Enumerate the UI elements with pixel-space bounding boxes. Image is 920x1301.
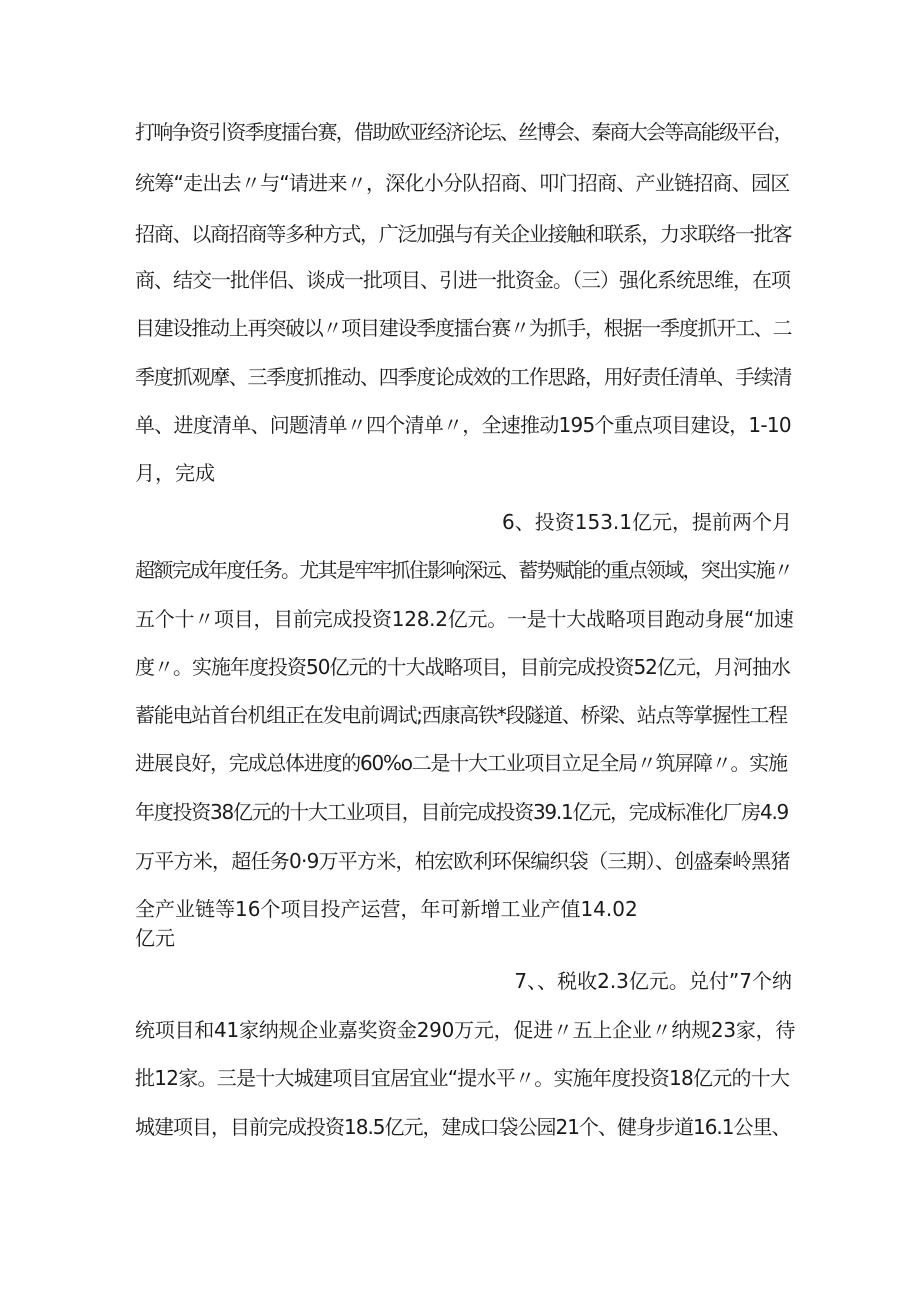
text-line: 商、结交一批伴侣、谈成一批项目、引进一批资金。（三）强化系统思维，在项 bbox=[135, 268, 790, 292]
text-line: 统项目和41家纳规企业嘉奖资金290万元，促进〃五上企业〃纳规23家，待 bbox=[135, 1018, 796, 1042]
text-line: 打响争资引资季度擂台赛，借助欧亚经济论坛、丝博会、秦商大会等高能级平台， bbox=[135, 120, 792, 144]
text-line: 亿元 bbox=[135, 926, 175, 950]
text-line-indented: 6、投资153.1亿元，提前两个月 bbox=[502, 510, 792, 534]
text-line: 年度投资38亿元的十大工业项目，目前完成投资39.1亿元，完成标准化厂房4.9 bbox=[135, 800, 789, 824]
text-line: 目建设推动上再突破以〃项目建设季度擂台赛〃为抓手，根据一季度抓开工、二 bbox=[135, 316, 792, 340]
text-line: 进展良好，完成总体进度的60%o二是十大工业项目立足全局〃筑屏障〃。实施 bbox=[135, 751, 787, 775]
text-line: 批12家。三是十大城建项目宜居宜业“提水平〃。实施年度投资18亿元的十大 bbox=[135, 1066, 790, 1090]
text-line: 城建项目，目前完成投资18.5亿元，建成口袋公园21个、健身步道16.1公里、 bbox=[135, 1115, 791, 1139]
text-line: 月，完成 bbox=[135, 461, 215, 485]
text-line: 单、进度清单、问题清单〃四个清单〃，全速推动195个重点项目建设，1-10 bbox=[135, 413, 791, 437]
text-line: 度〃。实施年度投资50亿元的十大战略项目，目前完成投资52亿元，月河抽水 bbox=[135, 655, 790, 679]
text-line: 超额完成年度任务。尤其是牢牢抓住影响深远、蓄势赋能的重点领域，突出实施〃 bbox=[135, 558, 792, 582]
text-line: 五个十〃项目，目前完成投资128.2亿元。一是十大战略项目跑动身展“加速 bbox=[135, 607, 794, 631]
text-line: 招商、以商招商等多种方式，广泛加强与有关企业接触和联系，力求联络一批客 bbox=[135, 222, 792, 246]
text-line-indented: 7、、税收2.3亿元。兑付”7个纳 bbox=[514, 969, 792, 993]
text-line: 蓄能电站首台机组正在发电前调试;西康高铁*段隧道、桥梁、站点等掌握性工程 bbox=[135, 703, 787, 727]
text-line: 季度抓观摩、三季度抓推动、四季度论成效的工作思路，用好责任清单、手续清 bbox=[135, 365, 792, 389]
text-line: 万平方米，超任务0·9万平方米，柏宏欧利环保编织袋（三期）、创盛秦岭黑猪 bbox=[135, 849, 790, 873]
text-line: 统筹“走出去〃与“请进来〃，深化小分队招商、叩门招商、产业链招商、园区 bbox=[135, 171, 790, 195]
text-line: 全产业链等16个项目投产运营，年可新增工业产值14.02 bbox=[135, 897, 638, 921]
